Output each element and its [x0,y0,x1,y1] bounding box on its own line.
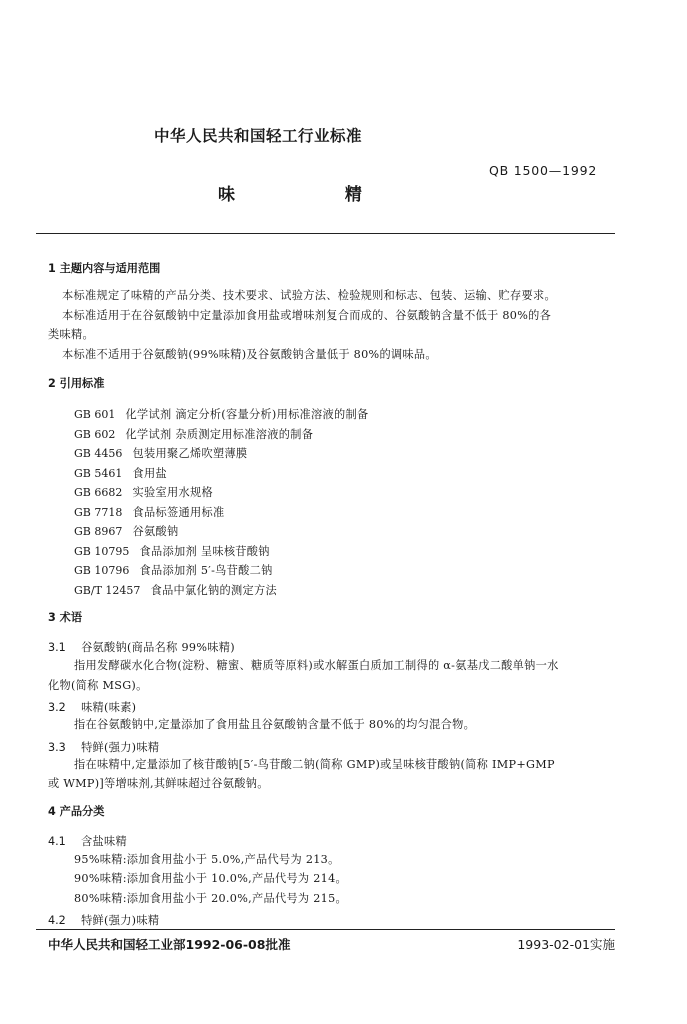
section-1-paragraph-2b: 类味精。 [48,328,94,341]
reference-code: GB 4456 [74,447,123,460]
term-3-1 [48,636,235,655]
category-number: 4.2 [48,914,66,927]
term-name: 味精(味素) [81,701,137,714]
reference-title: 化学试剂 滴定分析(容量分析)用标准溶液的制备 [125,408,369,421]
reference-item [74,403,368,422]
category-number: 4.1 [48,835,66,848]
approval-statement: 中华人民共和国轻工业部1992-06-08批准 [48,937,291,952]
section-2-heading: 2 引用标准 [48,377,105,390]
term-3-2 [48,696,136,715]
reference-code: GB 5461 [74,467,123,480]
reference-title: 食品添加剂 呈味核苷酸钠 [139,545,270,558]
term-name: 谷氨酸钠(商品名称 99%味精) [81,641,235,654]
reference-code: GB 6682 [74,486,123,499]
reference-title: 实验室用水规格 [132,486,213,499]
org-title: 中华人民共和国轻工行业标准 [154,127,363,145]
term-3-1-definition-a: 指用发酵碳水化合物(淀粉、糖蜜、糖质等原料)或水解蛋白质加工制得的 α-氨基戊二酸单钠一水 [74,659,559,672]
section-4-heading: 4 产品分类 [48,805,105,818]
category-title: 含盐味精 [81,835,128,848]
reference-title: 包装用聚乙烯吹塑薄膜 [132,447,248,460]
reference-code: GB 10795 [74,545,130,558]
category-item: 95%味精:添加食用盐小于 5.0%,产品代号为 213。 [74,853,340,866]
category-4-1 [48,830,127,849]
standard-code: QB 1500—1992 [489,163,598,178]
reference-item [74,520,179,539]
category-item: 80%味精:添加食用盐小于 20.0%,产品代号为 215。 [74,892,348,905]
section-1-paragraph-2a: 本标准适用于在谷氨酸钠中定量添加食用盐或增味剂复合而成的、谷氨酸钠含量不低于 80%的各 [62,309,552,322]
reference-code: GB/T 12457 [74,584,141,597]
term-3-1-definition-b: 化物(简称 MSG)。 [48,679,148,692]
reference-code: GB 10796 [74,564,130,577]
section-1-paragraph-1: 本标准规定了味精的产品分类、技术要求、试验方法、检验规则和标志、包装、运输、贮存要求。 [62,289,556,302]
reference-code: GB 8967 [74,525,123,538]
reference-item [74,481,213,500]
term-number: 3.1 [48,641,66,654]
term-number: 3.2 [48,701,66,714]
reference-title: 化学试剂 杂质测定用标准溶液的制备 [125,428,314,441]
reference-title: 食品标签通用标准 [132,506,225,519]
category-title: 特鲜(强力)味精 [81,914,160,927]
term-name: 特鲜(强力)味精 [81,741,160,754]
reference-code: GB 601 [74,408,116,421]
reference-title: 谷氨酸钠 [132,525,179,538]
reference-item [74,423,313,442]
reference-title: 食品中氯化钠的测定方法 [150,584,277,597]
term-3-3-definition-a: 指在味精中,定量添加了核苷酸钠[5′-鸟苷酸二钠(简称 GMP)或呈味核苷酸钠(简称 IMP+GMP [74,758,555,771]
term-3-3 [48,736,159,755]
reference-code: GB 602 [74,428,116,441]
category-item: 90%味精:添加食用盐小于 10.0%,产品代号为 214。 [74,872,348,885]
section-3-heading: 3 术语 [48,611,83,624]
reference-item [74,501,224,520]
section-1-paragraph-3: 本标准不适用于谷氨酸钠(99%味精)及谷氨酸钠含量低于 80%的调味品。 [62,348,437,361]
effective-date: 1993-02-01实施 [517,937,615,952]
reference-item [74,579,277,598]
reference-item [74,462,167,481]
term-3-3-definition-b: 或 WMP)]等增味剂,其鲜味超过谷氨酸钠。 [48,777,269,790]
category-4-2 [48,909,159,928]
header-rule [36,233,615,234]
footer-rule [36,929,615,930]
reference-title: 食用盐 [132,467,168,480]
section-1-heading: 1 主题内容与适用范围 [48,262,161,275]
reference-code: GB 7718 [74,506,123,519]
doc-title: 味 精 [218,185,414,205]
term-number: 3.3 [48,741,66,754]
reference-item [74,540,270,559]
reference-item [74,559,273,578]
reference-title: 食品添加剂 5′-鸟苷酸二钠 [139,564,273,577]
term-3-2-definition: 指在谷氨酸钠中,定量添加了食用盐且谷氨酸钠含量不低于 80%的均匀混合物。 [74,718,476,731]
reference-item [74,442,247,461]
